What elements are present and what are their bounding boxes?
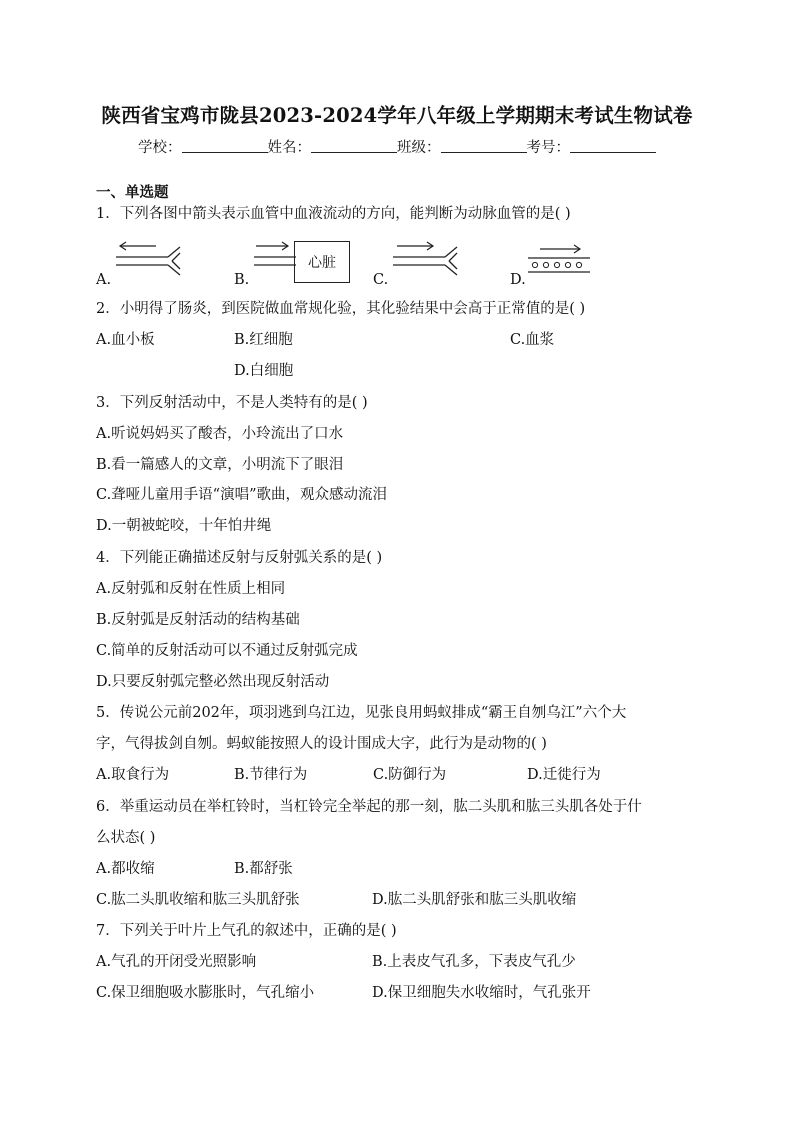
q2-option-d: D.白细胞 [234, 363, 294, 379]
q1-diagram-b [250, 238, 298, 284]
q4-option-b: B.反射弧是反射活动的结构基础 [96, 612, 300, 628]
q5-option-b: B.节律行为 [234, 767, 308, 783]
q2-option-c: C.血浆 [510, 332, 555, 348]
name-label: 姓名： [267, 140, 311, 156]
school-blank[interactable] [182, 138, 268, 153]
q3-option-d: D.一朝被蛇咬，十年怕井绳 [96, 518, 272, 534]
q7-option-c: C.保卫细胞吸水膨胀时，气孔缩小 [96, 985, 315, 1001]
q5-option-c: C.防御行为 [373, 767, 447, 783]
number-blank[interactable] [570, 138, 656, 153]
question-6-stem-line-1: 6．举重运动员在举杠铃时，当杠铃完全举起的那一刻，肱二头肌和肱三头肌各处于什 [96, 799, 642, 815]
q3-option-a: A.听说妈妈买了酸杏，小玲流出了口水 [96, 426, 344, 442]
q6-option-d: D.肱二头肌舒张和肱三头肌收缩 [372, 892, 577, 908]
q1-option-d-label: D. [510, 272, 526, 288]
q6-option-b: B.都舒张 [234, 861, 293, 877]
q7-option-b: B.上表皮气孔多，下表皮气孔少 [372, 954, 576, 970]
question-4-stem: 4．下列能正确描述反射与反射弧关系的是( ) [96, 550, 383, 566]
q2-option-a: A.血小板 [96, 332, 155, 348]
question-3-stem: 3．下列反射活动中，不是人类特有的是( ) [96, 395, 368, 411]
q1-diagram-c [389, 238, 461, 284]
question-1-stem: 1．下列各图中箭头表示血管中血液流动的方向，能判断为动脉血管的是( ) [96, 206, 571, 222]
question-7-stem: 7．下列关于叶片上气孔的叙述中，正确的是( ) [96, 923, 397, 939]
question-6-stem-line-2: 么状态( ) [96, 830, 156, 846]
student-info-line [0, 136, 794, 157]
q7-option-a: A.气孔的开闭受光照影响 [96, 954, 257, 970]
question-5-stem-line-1: 5．传说公元前202年，项羽逃到乌江边，见张良用蚂蚁排成“霸王自刎乌江”六个大 [96, 705, 627, 721]
q1-option-a-label: A. [96, 272, 112, 288]
number-label: 考号： [526, 140, 570, 156]
q1-heart-box: 心脏 [294, 241, 350, 283]
q7-option-d: D.保卫细胞失水收缩时，气孔张开 [372, 985, 591, 1001]
school-label: 学校： [138, 140, 182, 156]
name-blank[interactable] [311, 138, 397, 153]
q6-option-a: A.都收缩 [96, 861, 155, 877]
question-5-stem-line-2: 字，气得拔剑自刎。蚂蚁能按照人的设计围成大字，此行为是动物的( ) [96, 736, 547, 752]
q5-option-d: D.迁徙行为 [527, 767, 601, 783]
q1-diagram-a [112, 238, 184, 284]
q6-option-c: C.肱二头肌收缩和肱三头肌舒张 [96, 892, 300, 908]
page-title: 陕西省宝鸡市陇县2023-2024学年八年级上学期期末考试生物试卷 [101, 104, 693, 127]
q1-option-c-label: C. [373, 272, 389, 288]
q2-option-b: B.红细胞 [234, 332, 293, 348]
q4-option-a: A.反射弧和反射在性质上相同 [96, 581, 286, 597]
q1-option-b-label: B. [234, 272, 250, 288]
q3-option-c: C.聋哑儿童用手语“演唱”歌曲，观众感动流泪 [96, 487, 388, 503]
question-2-stem: 2．小明得了肠炎，到医院做血常规化验，其化验结果中会高于正常值的是( ) [96, 301, 586, 317]
section-heading: 一、单选题 [96, 184, 169, 201]
q4-option-c: C.简单的反射活动可以不通过反射弧完成 [96, 643, 358, 659]
q3-option-b: B.看一篇感人的文章，小明流下了眼泪 [96, 457, 344, 473]
q5-option-a: A.取食行为 [96, 767, 170, 783]
q1-diagram-d [526, 244, 592, 280]
q4-option-d: D.只要反射弧完整必然出现反射活动 [96, 674, 330, 690]
class-blank[interactable] [441, 138, 527, 153]
class-label: 班级： [397, 140, 441, 156]
